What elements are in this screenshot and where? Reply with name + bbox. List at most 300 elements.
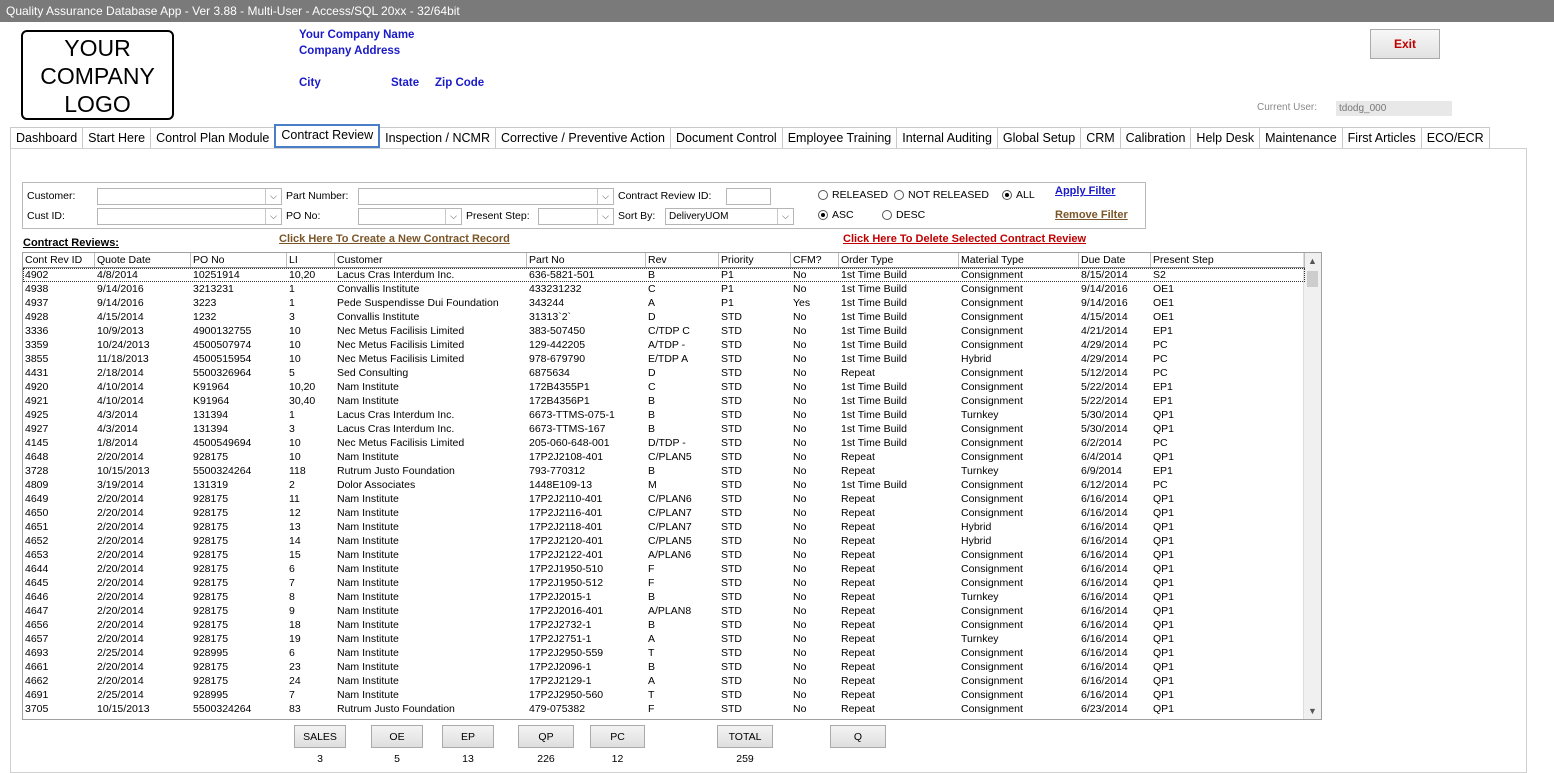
table-cell: No bbox=[793, 647, 807, 659]
table-cell: 5500324264 bbox=[193, 703, 252, 715]
table-cell: No bbox=[793, 633, 807, 645]
table-row[interactable] bbox=[23, 338, 1305, 352]
table-cell: STD bbox=[721, 605, 742, 617]
table-cell: STD bbox=[721, 367, 742, 379]
table-cell: Nam Institute bbox=[337, 549, 399, 561]
table-cell: F bbox=[648, 563, 655, 575]
table-cell: B bbox=[648, 269, 656, 281]
table-cell: Nam Institute bbox=[337, 605, 399, 617]
table-cell: 10251914 bbox=[193, 269, 240, 281]
table-cell: Repeat bbox=[841, 451, 875, 463]
table-cell: No bbox=[793, 493, 807, 505]
table-cell: 205-060-648-001 bbox=[529, 437, 610, 449]
table-row[interactable] bbox=[23, 450, 1305, 464]
table-cell: QP1 bbox=[1153, 619, 1175, 631]
table-cell: 1232 bbox=[193, 311, 217, 323]
chevron-down-icon[interactable]: ⌵ bbox=[777, 209, 793, 224]
table-cell: 928175 bbox=[193, 549, 229, 561]
table-cell: STD bbox=[721, 549, 742, 561]
table-cell: Consignment bbox=[961, 647, 1023, 659]
table-cell: 6/16/2014 bbox=[1081, 661, 1128, 673]
table-cell: 1st Time Build bbox=[841, 409, 907, 421]
table-cell: 10/15/2013 bbox=[97, 465, 150, 477]
table-cell: QP1 bbox=[1153, 563, 1175, 575]
table-cell: 4657 bbox=[25, 633, 49, 645]
table-cell: A/PLAN6 bbox=[648, 549, 692, 561]
column-header[interactable]: PO No bbox=[191, 253, 287, 267]
summary-qp-button[interactable]: QP bbox=[518, 725, 574, 748]
table-cell: 793-770312 bbox=[529, 465, 586, 477]
table-cell: No bbox=[793, 437, 807, 449]
contract-review-id-label: Contract Review ID: bbox=[618, 190, 712, 202]
scroll-thumb[interactable] bbox=[1307, 271, 1318, 287]
table-row[interactable] bbox=[23, 366, 1305, 380]
table-row[interactable] bbox=[23, 534, 1305, 548]
tab-help-desk[interactable]: Help Desk bbox=[1190, 127, 1260, 149]
table-cell: 2/25/2014 bbox=[97, 689, 144, 701]
table-cell: QP1 bbox=[1153, 451, 1175, 463]
table-cell: T bbox=[648, 689, 655, 701]
logo-line-3: LOGO bbox=[64, 91, 131, 117]
table-cell: Consignment bbox=[961, 479, 1023, 491]
column-header[interactable]: Customer bbox=[335, 253, 527, 267]
table-row[interactable] bbox=[23, 408, 1305, 422]
table-row[interactable] bbox=[23, 604, 1305, 618]
table-cell: 10 bbox=[289, 353, 301, 365]
table-cell: No bbox=[793, 353, 807, 365]
table-cell: 4920 bbox=[25, 381, 49, 393]
summary-oe-button[interactable]: OE bbox=[371, 725, 423, 748]
table-row[interactable] bbox=[23, 548, 1305, 562]
tab-internal-auditing[interactable]: Internal Auditing bbox=[896, 127, 998, 149]
table-cell: Nam Institute bbox=[337, 381, 399, 393]
tab-corrective-preventive-action[interactable]: Corrective / Preventive Action bbox=[495, 127, 671, 149]
table-cell: B bbox=[648, 465, 656, 477]
create-contract-link[interactable]: Click Here To Create a New Contract Record bbox=[279, 233, 510, 245]
table-row[interactable] bbox=[23, 380, 1305, 394]
contract-review-id-input[interactable] bbox=[726, 188, 771, 205]
column-header[interactable]: LI bbox=[287, 253, 335, 267]
table-cell: No bbox=[793, 339, 807, 351]
table-cell: Repeat bbox=[841, 521, 875, 533]
table-cell: No bbox=[793, 563, 807, 575]
part-number-label: Part Number: bbox=[286, 190, 349, 202]
tab-document-control[interactable]: Document Control bbox=[670, 127, 783, 149]
table-cell: 5500324264 bbox=[193, 465, 252, 477]
table-cell: STD bbox=[721, 521, 742, 533]
tab-employee-training[interactable]: Employee Training bbox=[782, 127, 898, 149]
summary-sales-count: 3 bbox=[317, 753, 323, 765]
table-cell: Repeat bbox=[841, 647, 875, 659]
contract-reviews-title: Contract Reviews: bbox=[23, 237, 119, 249]
contract-reviews-grid bbox=[22, 252, 1322, 720]
table-cell: 433231232 bbox=[529, 283, 582, 295]
table-cell: Sed Consulting bbox=[337, 367, 409, 379]
table-cell: STD bbox=[721, 661, 742, 673]
table-cell: 10/15/2013 bbox=[97, 703, 150, 715]
tab-first-articles[interactable]: First Articles bbox=[1342, 127, 1422, 149]
delete-contract-link[interactable]: Click Here To Delete Selected Contract Review bbox=[843, 233, 1087, 245]
table-cell: 4/15/2014 bbox=[97, 311, 144, 323]
table-row[interactable] bbox=[23, 268, 1305, 282]
current-user-value: tdodg_000 bbox=[1336, 101, 1452, 116]
table-cell: 1st Time Build bbox=[841, 353, 907, 365]
tab-control-plan-module[interactable]: Control Plan Module bbox=[150, 127, 275, 149]
table-cell: No bbox=[793, 269, 807, 281]
table-row[interactable] bbox=[23, 324, 1305, 338]
table-cell: Turnkey bbox=[961, 465, 999, 477]
chevron-down-icon[interactable]: ⌵ bbox=[597, 189, 613, 204]
chevron-down-icon[interactable]: ⌵ bbox=[265, 189, 281, 204]
summary-pc-button[interactable]: PC bbox=[590, 725, 645, 748]
table-cell: Nam Institute bbox=[337, 395, 399, 407]
table-cell: 3/19/2014 bbox=[97, 479, 144, 491]
table-row[interactable] bbox=[23, 702, 1305, 716]
table-cell: 4431 bbox=[25, 367, 49, 379]
table-cell: 4928 bbox=[25, 311, 49, 323]
table-cell: 17P2J2120-401 bbox=[529, 535, 604, 547]
table-cell: 6/23/2014 bbox=[1081, 703, 1128, 715]
not-released-label: NOT RELEASED bbox=[908, 189, 989, 201]
released-label: RELEASED bbox=[832, 189, 889, 201]
table-cell: 9/14/2016 bbox=[97, 297, 144, 309]
column-header[interactable]: Material Type bbox=[959, 253, 1079, 267]
table-cell: 1 bbox=[289, 409, 295, 421]
table-cell: QP1 bbox=[1153, 605, 1175, 617]
table-cell: STD bbox=[721, 507, 742, 519]
table-cell: 17P2J1950-510 bbox=[529, 563, 604, 575]
column-header[interactable]: Order Type bbox=[839, 253, 959, 267]
table-cell: No bbox=[793, 521, 807, 533]
table-cell: 7 bbox=[289, 577, 295, 589]
radio-off-icon bbox=[882, 210, 892, 220]
table-cell: 118 bbox=[289, 465, 306, 477]
table-cell: 10 bbox=[289, 339, 301, 351]
table-cell: 6/16/2014 bbox=[1081, 535, 1128, 547]
column-header[interactable]: CFM? bbox=[791, 253, 839, 267]
table-cell: OE1 bbox=[1153, 311, 1175, 323]
table-cell: 2/20/2014 bbox=[97, 633, 144, 645]
column-header[interactable]: Part No bbox=[527, 253, 646, 267]
table-row[interactable] bbox=[23, 632, 1305, 646]
remove-filter-link[interactable]: Remove Filter bbox=[1055, 209, 1128, 221]
tab-contract-review[interactable]: Contract Review bbox=[274, 124, 380, 148]
table-cell: 636-5821-501 bbox=[529, 269, 595, 281]
table-cell: Repeat bbox=[841, 689, 875, 701]
table-cell: 4145 bbox=[25, 437, 49, 449]
table-cell: D bbox=[648, 311, 656, 323]
table-cell: 8 bbox=[289, 591, 295, 603]
table-cell: STD bbox=[721, 381, 742, 393]
table-cell: No bbox=[793, 423, 807, 435]
table-cell: Repeat bbox=[841, 535, 875, 547]
table-cell: No bbox=[793, 311, 807, 323]
customer-combo[interactable] bbox=[97, 188, 282, 205]
table-row[interactable] bbox=[23, 310, 1305, 324]
po-no-label: PO No: bbox=[286, 210, 321, 222]
table-cell: No bbox=[793, 465, 807, 477]
table-cell: Consignment bbox=[961, 381, 1023, 393]
table-cell: 4/10/2014 bbox=[97, 395, 144, 407]
table-cell: QP1 bbox=[1153, 675, 1175, 687]
table-row[interactable] bbox=[23, 576, 1305, 590]
table-cell: 1st Time Build bbox=[841, 269, 907, 281]
table-cell: OE1 bbox=[1153, 297, 1175, 309]
chevron-down-icon[interactable]: ⌵ bbox=[445, 209, 461, 224]
table-cell: Nam Institute bbox=[337, 535, 399, 547]
table-cell: 17P2J2116-401 bbox=[529, 507, 603, 519]
table-cell: Nam Institute bbox=[337, 521, 399, 533]
table-cell: B bbox=[648, 619, 656, 631]
table-cell: 2/20/2014 bbox=[97, 577, 144, 589]
table-cell: 1448E109-13 bbox=[529, 479, 593, 491]
table-cell: Turnkey bbox=[961, 633, 999, 645]
table-row[interactable] bbox=[23, 646, 1305, 660]
table-cell: No bbox=[793, 535, 807, 547]
table-cell: 3728 bbox=[25, 465, 49, 477]
tab-dashboard[interactable]: Dashboard bbox=[10, 127, 83, 149]
table-cell: 12 bbox=[289, 507, 301, 519]
summary-q-button[interactable]: Q bbox=[830, 725, 886, 748]
table-cell: 7 bbox=[289, 689, 295, 701]
summary-total-button[interactable]: TOTAL bbox=[717, 725, 773, 748]
table-cell: 6/16/2014 bbox=[1081, 549, 1128, 561]
table-cell: Nam Institute bbox=[337, 619, 399, 631]
table-cell: 4/3/2014 bbox=[97, 423, 138, 435]
tab-eco-ecr[interactable]: ECO/ECR bbox=[1421, 127, 1490, 149]
table-cell: 3336 bbox=[25, 325, 49, 337]
table-cell: Repeat bbox=[841, 675, 875, 687]
summary-ep-button[interactable]: EP bbox=[442, 725, 494, 748]
table-cell: 6/16/2014 bbox=[1081, 689, 1128, 701]
table-cell: 17P2J2110-401 bbox=[529, 493, 603, 505]
po-no-combo[interactable] bbox=[358, 208, 462, 225]
table-cell: 928175 bbox=[193, 521, 229, 533]
table-cell: 4650 bbox=[25, 507, 49, 519]
table-cell: 4693 bbox=[25, 647, 49, 659]
table-cell: Lacus Cras Interdum Inc. bbox=[337, 269, 455, 281]
table-cell: A/TDP - bbox=[648, 339, 686, 351]
table-cell: B bbox=[648, 423, 656, 435]
chevron-down-icon[interactable]: ⌵ bbox=[265, 209, 281, 224]
table-cell: QP1 bbox=[1153, 549, 1175, 561]
table-cell: 4500507974 bbox=[193, 339, 252, 351]
tab-inspection-ncmr[interactable]: Inspection / NCMR bbox=[379, 127, 496, 149]
table-cell: Nam Institute bbox=[337, 577, 399, 589]
table-cell: QP1 bbox=[1153, 661, 1175, 673]
summary-sales-button[interactable]: SALES bbox=[294, 725, 346, 748]
table-cell: 2/20/2014 bbox=[97, 591, 144, 603]
table-cell: 9/14/2016 bbox=[1081, 297, 1128, 309]
table-cell: No bbox=[793, 549, 807, 561]
table-row[interactable] bbox=[23, 590, 1305, 604]
table-cell: EP1 bbox=[1153, 395, 1173, 407]
table-cell: No bbox=[793, 283, 807, 295]
table-cell: 6 bbox=[289, 647, 295, 659]
table-row[interactable] bbox=[23, 422, 1305, 436]
sort-by-value: DeliveryUOM bbox=[669, 211, 729, 222]
table-cell: A bbox=[648, 675, 656, 687]
table-cell: 24 bbox=[289, 675, 301, 687]
table-cell: 1st Time Build bbox=[841, 437, 907, 449]
sort-by-label: Sort By: bbox=[618, 210, 656, 222]
tab-global-setup[interactable]: Global Setup bbox=[997, 127, 1081, 149]
table-cell: 4646 bbox=[25, 591, 49, 603]
table-cell: 11 bbox=[289, 493, 300, 505]
column-header[interactable]: Due Date bbox=[1079, 253, 1151, 267]
part-number-combo[interactable] bbox=[358, 188, 614, 205]
table-cell: 5/12/2014 bbox=[1081, 367, 1128, 379]
vertical-scrollbar[interactable] bbox=[1303, 253, 1321, 719]
table-cell: Nec Metus Facilisis Limited bbox=[337, 437, 465, 449]
table-cell: 83 bbox=[289, 703, 301, 715]
table-cell: 10,20 bbox=[289, 269, 316, 281]
sort-by-combo[interactable] bbox=[665, 208, 794, 225]
table-cell: 6/16/2014 bbox=[1081, 577, 1128, 589]
tab-maintenance[interactable]: Maintenance bbox=[1259, 127, 1343, 149]
column-header[interactable]: Quote Date bbox=[95, 253, 191, 267]
table-cell: 13 bbox=[289, 521, 301, 533]
table-cell: 4644 bbox=[25, 563, 49, 575]
column-header[interactable]: Present Step bbox=[1151, 253, 1305, 267]
table-cell: Hybrid bbox=[961, 521, 992, 533]
table-row[interactable] bbox=[23, 674, 1305, 688]
table-cell: Hybrid bbox=[961, 353, 992, 365]
table-cell: 343244 bbox=[529, 297, 565, 309]
tab-crm[interactable]: CRM bbox=[1080, 127, 1120, 149]
table-cell: 129-442205 bbox=[529, 339, 586, 351]
table-cell: PC bbox=[1153, 437, 1168, 449]
table-cell: Consignment bbox=[961, 507, 1023, 519]
table-cell: 4902 bbox=[25, 269, 49, 281]
table-cell: Nam Institute bbox=[337, 675, 399, 687]
table-cell: 10,20 bbox=[289, 381, 316, 393]
table-cell: 17P2J1950-512 bbox=[529, 577, 604, 589]
tab-start-here[interactable]: Start Here bbox=[82, 127, 151, 149]
cust-id-combo[interactable] bbox=[97, 208, 282, 225]
table-row[interactable] bbox=[23, 618, 1305, 632]
table-cell: 928175 bbox=[193, 661, 229, 673]
table-cell: Consignment bbox=[961, 549, 1023, 561]
table-row[interactable] bbox=[23, 478, 1305, 492]
table-cell: 1st Time Build bbox=[841, 479, 907, 491]
table-cell: Pede Suspendisse Dui Foundation bbox=[337, 297, 499, 309]
present-step-combo[interactable] bbox=[538, 208, 614, 225]
table-row[interactable] bbox=[23, 352, 1305, 366]
table-row[interactable] bbox=[23, 464, 1305, 478]
table-cell: PC bbox=[1153, 367, 1168, 379]
table-cell: 10 bbox=[289, 325, 301, 337]
table-row[interactable] bbox=[23, 282, 1305, 296]
scroll-down-icon[interactable]: ▼ bbox=[1308, 706, 1317, 716]
table-row[interactable] bbox=[23, 506, 1305, 520]
table-row[interactable] bbox=[23, 436, 1305, 450]
table-cell: F bbox=[648, 703, 655, 715]
released-radio[interactable] bbox=[818, 189, 888, 201]
present-step-label: Present Step: bbox=[466, 210, 530, 222]
table-cell: Nam Institute bbox=[337, 647, 399, 659]
table-cell: 17P2J2108-401 bbox=[529, 451, 604, 463]
table-cell: EP1 bbox=[1153, 325, 1173, 337]
table-cell: No bbox=[793, 703, 807, 715]
table-cell: 4/29/2014 bbox=[1081, 339, 1128, 351]
table-cell: A bbox=[648, 297, 656, 309]
desc-radio[interactable] bbox=[882, 209, 925, 221]
table-cell: 6/9/2014 bbox=[1081, 465, 1122, 477]
table-cell: 8/15/2014 bbox=[1081, 269, 1128, 281]
table-cell: 2/18/2014 bbox=[97, 367, 144, 379]
table-row[interactable] bbox=[23, 296, 1305, 310]
chevron-down-icon[interactable]: ⌵ bbox=[597, 209, 613, 224]
table-cell: Hybrid bbox=[961, 535, 992, 547]
table-cell: C bbox=[648, 283, 656, 295]
exit-button[interactable]: Exit bbox=[1370, 29, 1440, 59]
table-row[interactable] bbox=[23, 660, 1305, 674]
table-cell: 10/24/2013 bbox=[97, 339, 150, 351]
table-cell: 4/29/2014 bbox=[1081, 353, 1128, 365]
table-cell: EP1 bbox=[1153, 381, 1173, 393]
table-cell: B bbox=[648, 661, 656, 673]
table-cell: QP1 bbox=[1153, 577, 1175, 589]
table-cell: 4653 bbox=[25, 549, 49, 561]
tab-calibration[interactable]: Calibration bbox=[1120, 127, 1192, 149]
table-cell: STD bbox=[721, 423, 742, 435]
table-row[interactable] bbox=[23, 562, 1305, 576]
column-header[interactable]: Priority bbox=[719, 253, 791, 267]
table-cell: Repeat bbox=[841, 591, 875, 603]
table-cell: No bbox=[793, 367, 807, 379]
table-row[interactable] bbox=[23, 688, 1305, 702]
table-cell: No bbox=[793, 689, 807, 701]
table-cell: 928175 bbox=[193, 451, 229, 463]
column-header[interactable]: Cont Rev ID bbox=[23, 253, 95, 267]
table-cell: 3 bbox=[289, 311, 295, 323]
company-state: State bbox=[391, 77, 420, 89]
company-logo bbox=[21, 30, 174, 120]
table-cell: No bbox=[793, 577, 807, 589]
table-cell: 6/16/2014 bbox=[1081, 619, 1128, 631]
table-cell: 928175 bbox=[193, 633, 229, 645]
all-radio[interactable] bbox=[1002, 189, 1035, 201]
table-row[interactable] bbox=[23, 394, 1305, 408]
table-cell: Repeat bbox=[841, 661, 875, 673]
table-cell: No bbox=[793, 661, 807, 673]
module-tabs bbox=[10, 127, 1489, 149]
asc-radio[interactable] bbox=[818, 209, 854, 221]
table-cell: 4648 bbox=[25, 451, 49, 463]
table-cell: No bbox=[793, 409, 807, 421]
table-cell: Lacus Cras Interdum Inc. bbox=[337, 409, 455, 421]
table-row[interactable] bbox=[23, 492, 1305, 506]
table-cell: T bbox=[648, 647, 655, 659]
table-cell: EP1 bbox=[1153, 465, 1173, 477]
table-cell: 17P2J2129-1 bbox=[529, 675, 592, 687]
table-cell: 4937 bbox=[25, 297, 49, 309]
table-cell: 31313`2` bbox=[529, 311, 572, 323]
table-cell: STD bbox=[721, 437, 742, 449]
grid-header bbox=[23, 253, 1305, 268]
table-cell: 131394 bbox=[193, 423, 229, 435]
table-cell: Repeat bbox=[841, 367, 875, 379]
apply-filter-link[interactable]: Apply Filter bbox=[1055, 185, 1116, 197]
not-released-radio[interactable] bbox=[894, 189, 989, 201]
table-cell: STD bbox=[721, 479, 742, 491]
table-cell: Nam Institute bbox=[337, 633, 399, 645]
column-header[interactable]: Rev bbox=[646, 253, 719, 267]
table-cell: 10/9/2013 bbox=[97, 325, 144, 337]
table-row[interactable] bbox=[23, 520, 1305, 534]
scroll-up-icon[interactable]: ▲ bbox=[1308, 256, 1317, 266]
